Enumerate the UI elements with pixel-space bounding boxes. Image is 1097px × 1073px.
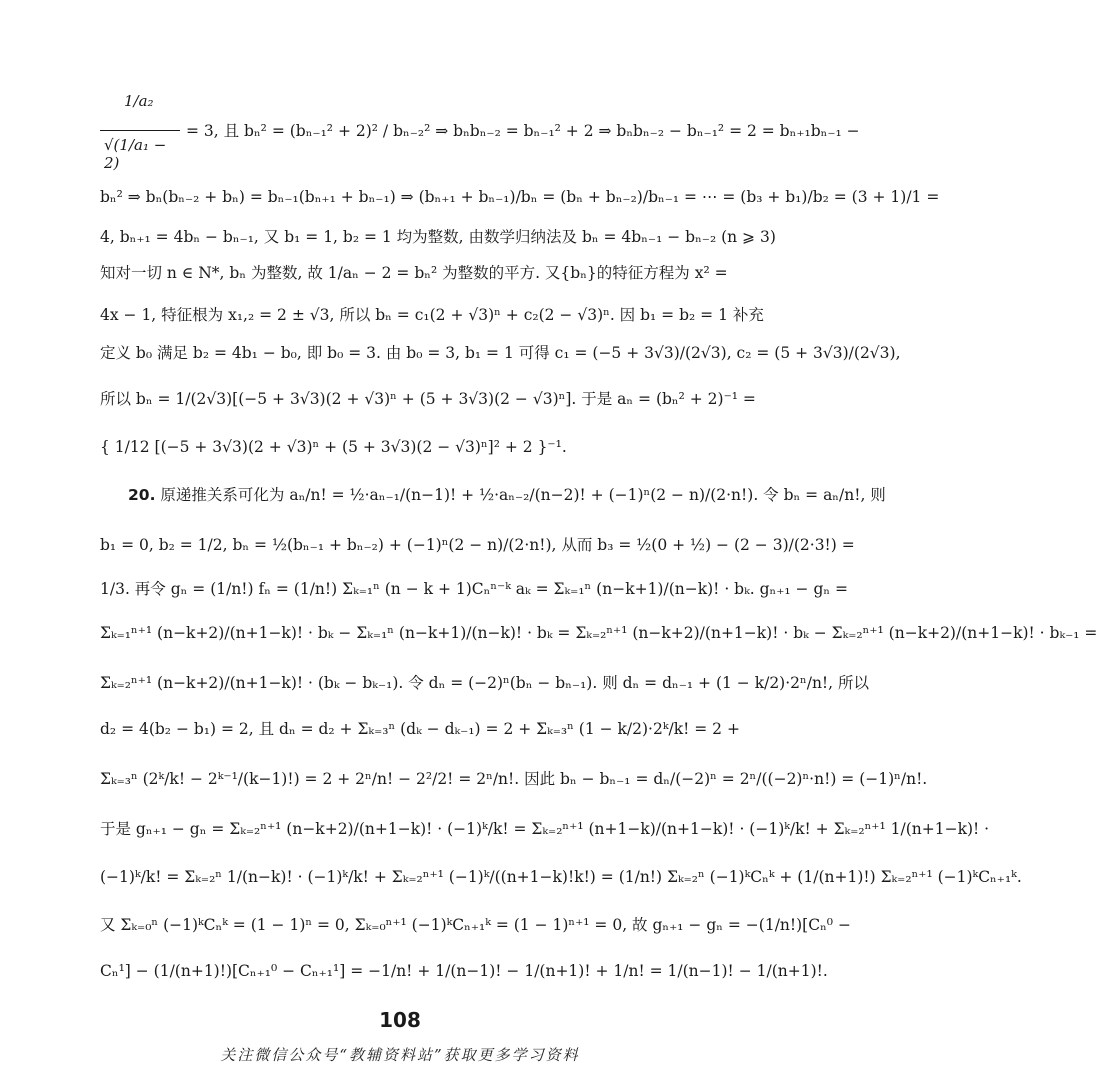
text-line-13: Σₖ₌₂ⁿ⁺¹ (n−k+2)/(n+1−k)! · (bₖ − bₖ₋₁). 令 dₙ = (−2)ⁿ(bₙ − bₙ₋₁). 则 dₙ = dₙ₋₁ + (1 − k/2)·2ⁿ/n!, 所以 <box>100 674 870 692</box>
text-line-10: b₁ = 0, b₂ = 1/2, bₙ = ½(bₙ₋₁ + bₙ₋₂) + (−1)ⁿ(2 − n)/(2·n!), 从而 b₃ = ½(0 + ½) − (2 − 3)/(2·3!) = <box>100 536 855 554</box>
fraction-numerator: 1/a₂ <box>124 92 154 110</box>
page-number: 108 <box>379 1008 421 1032</box>
text-line-15: Σₖ₌₃ⁿ (2ᵏ/k! − 2ᵏ⁻¹/(k−1)!) = 2 + 2ⁿ/n! − 2²/2! = 2ⁿ/n!. 因此 bₙ − bₙ₋₁ = dₙ/(−2)ⁿ = 2ⁿ/((−2)ⁿ·n!) = (−1)ⁿ/n!. <box>100 770 928 788</box>
text-line-4: 知对一切 n ∈ N*, bₙ 为整数, 故 1/aₙ − 2 = bₙ² 为整数的平方. 又{bₙ}的特征方程为 x² = <box>100 264 728 282</box>
text-line-11: 1/3. 再令 gₙ = (1/n!) fₙ = (1/n!) Σₖ₌₁ⁿ (n − k + 1)Cₙⁿ⁻ᵏ aₖ = Σₖ₌₁ⁿ (n−k+1)/(n−k)! · bₖ. gₙ₊₁ − gₙ = <box>100 580 849 598</box>
fraction-bar <box>100 130 180 131</box>
text-line-19: Cₙ¹] − (1/(n+1)!)[Cₙ₊₁⁰ − Cₙ₊₁¹] = −1/n! + 1/(n−1)! − 1/(n+1)! + 1/n! = 1/(n−1)! − 1/(n+1)!. <box>100 962 828 980</box>
text-line-18: 又 Σₖ₌₀ⁿ (−1)ᵏCₙᵏ = (1 − 1)ⁿ = 0, Σₖ₌₀ⁿ⁺¹ (−1)ᵏCₙ₊₁ᵏ = (1 − 1)ⁿ⁺¹ = 0, 故 gₙ₊₁ − gₙ = −(1/n!)[Cₙ⁰ − <box>100 916 851 934</box>
text-line-7: 所以 bₙ = 1/(2√3)[(−5 + 3√3)(2 + √3)ⁿ + (5 + 3√3)(2 − √3)ⁿ]. 于是 aₙ = (bₙ² + 2)⁻¹ = <box>100 390 756 408</box>
text-line-17: (−1)ᵏ/k! = Σₖ₌₂ⁿ 1/(n−k)! · (−1)ᵏ/k! + Σₖ₌₂ⁿ⁺¹ (−1)ᵏ/((n+1−k)!k!) = (1/n!) Σₖ₌₂ⁿ (−1)ᵏCₙᵏ + (1/(n+1)!) Σₖ₌₂ⁿ⁺¹ (−1)ᵏCₙ₊₁ᵏ. <box>100 868 1022 886</box>
text-line-3: 4, bₙ₊₁ = 4bₙ − bₙ₋₁, 又 b₁ = 1, b₂ = 1 均为整数, 由数学归纳法及 bₙ = 4bₙ₋₁ − bₙ₋₂ (n ⩾ 3) <box>100 228 776 246</box>
problem-number: 20. <box>128 486 156 504</box>
text-line-2: bₙ² ⇒ bₙ(bₙ₋₂ + bₙ) = bₙ₋₁(bₙ₊₁ + bₙ₋₁) ⇒ (bₙ₊₁ + bₙ₋₁)/bₙ = (bₙ + bₙ₋₂)/bₙ₋₁ = ⋯ = (b₃ + b₁)/b₂ = (3 + 1)/1 = <box>100 188 940 206</box>
footer-note: 关注微信公众号“教辅资料站”获取更多学习资料 <box>220 1046 580 1064</box>
text-line-16: 于是 gₙ₊₁ − gₙ = Σₖ₌₂ⁿ⁺¹ (n−k+2)/(n+1−k)! · (−1)ᵏ/k! = Σₖ₌₂ⁿ⁺¹ (n+1−k)/(n+1−k)! · (−1)ᵏ/k! + Σₖ₌₂ⁿ⁺¹ 1/(n+1−k)! · <box>100 820 990 838</box>
problem-20-line-1 <box>128 484 886 506</box>
text-line-8: { 1/12 [(−5 + 3√3)(2 + √3)ⁿ + (5 + 3√3)(2 − √3)ⁿ]² + 2 }⁻¹. <box>100 438 567 456</box>
text-line-12: Σₖ₌₁ⁿ⁺¹ (n−k+2)/(n+1−k)! · bₖ − Σₖ₌₁ⁿ (n−k+1)/(n−k)! · bₖ = Σₖ₌₂ⁿ⁺¹ (n−k+2)/(n+1−k)! · bₖ − Σₖ₌₂ⁿ⁺¹ (n−k+2)/(n+1−k)! · bₖ₋₁ = <box>100 624 1097 642</box>
text-line-5: 4x − 1, 特征根为 x₁,₂ = 2 ± √3, 所以 bₙ = c₁(2 + √3)ⁿ + c₂(2 − √3)ⁿ. 因 b₁ = b₂ = 1 补充 <box>100 306 764 324</box>
text-line-14: d₂ = 4(b₂ − b₁) = 2, 且 dₙ = d₂ + Σₖ₌₃ⁿ (dₖ − dₖ₋₁) = 2 + Σₖ₌₃ⁿ (1 − k/2)·2ᵏ/k! = 2 + <box>100 720 740 738</box>
text-line-1: = 3, 且 bₙ² = (bₙ₋₁² + 2)² / bₙ₋₂² ⇒ bₙbₙ₋₂ = bₙ₋₁² + 2 ⇒ bₙbₙ₋₂ − bₙ₋₁² = 2 = bₙ₊₁bₙ₋₁ − <box>186 122 860 140</box>
fraction-denominator: √(1/a₁ − 2) <box>104 136 167 172</box>
text-line-6: 定义 b₀ 满足 b₂ = 4b₁ − b₀, 即 b₀ = 3. 由 b₀ = 3, b₁ = 1 可得 c₁ = (−5 + 3√3)/(2√3), c₂ = (5 + 3√3)/(2√3), <box>100 344 901 362</box>
leading-fraction <box>100 92 180 172</box>
problem-20-text: 原递推关系可化为 aₙ/n! = ½·aₙ₋₁/(n−1)! + ½·aₙ₋₂/(n−2)! + (−1)ⁿ(2 − n)/(2·n!). 令 bₙ = aₙ/n!, 则 <box>160 486 886 504</box>
